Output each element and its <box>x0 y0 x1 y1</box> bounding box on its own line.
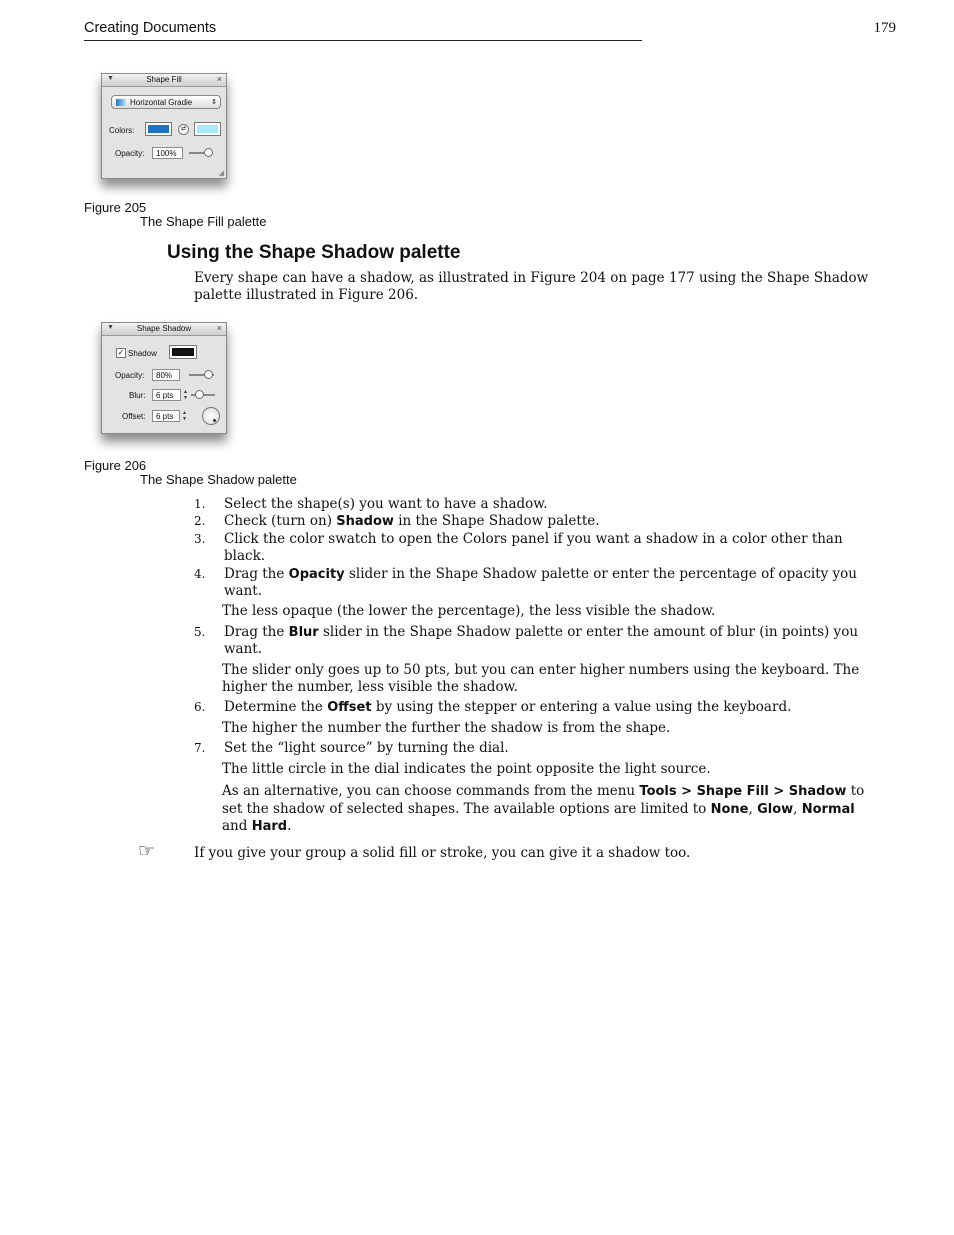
step-text-post: slider in the Shape Shadow palette or enter the amount of blur (in points) you want. <box>224 623 859 658</box>
opacity-field[interactable]: 80% <box>152 369 180 381</box>
collapse-triangle-icon[interactable]: ▼ <box>107 324 114 331</box>
step-1 <box>194 496 874 513</box>
figure-205-number: Figure 205 <box>84 200 147 215</box>
step-6-note: The higher the number the further the shadow is from the shape. <box>222 719 671 736</box>
palette-titlebar[interactable] <box>102 323 226 336</box>
step-7-note: The little circle in the dial indicates the point opposite the light source. <box>222 760 711 777</box>
dial-indicator-icon <box>213 419 216 422</box>
step-text-pre: Drag the <box>224 623 289 640</box>
palette-titlebar[interactable] <box>102 74 226 87</box>
blur-stepper[interactable]: ▲ ▼ <box>183 389 188 401</box>
option-hard: Hard <box>251 818 288 834</box>
step-number: 4. <box>194 566 206 581</box>
option-none: None <box>710 801 749 817</box>
figure-205-caption: The Shape Fill palette <box>140 214 267 229</box>
fill-type-dropdown[interactable] <box>111 95 221 109</box>
step-number: 3. <box>194 531 206 546</box>
collapse-triangle-icon[interactable]: ▼ <box>107 75 114 82</box>
header-rule <box>84 40 642 41</box>
alternative-note <box>194 783 874 835</box>
step-text: Select the shape(s) you want to have a shadow. <box>224 496 548 512</box>
opacity-label: Opacity: <box>115 149 145 158</box>
pointing-hand-icon: ☞ <box>138 840 156 862</box>
blur-label: Blur: <box>129 391 146 400</box>
step-7 <box>194 740 874 757</box>
step-text-pre: Check (turn on) <box>224 513 337 530</box>
running-title: Creating Documents <box>84 20 217 36</box>
steps-list <box>194 496 874 838</box>
step-5-note: The slider only goes up to 50 pts, but you can enter higher numbers using the keyboard. The higher the number, less visible the shadow. <box>222 661 860 696</box>
menu-path: Tools > Shape Fill > Shadow <box>639 784 847 800</box>
step-2 <box>194 513 874 530</box>
alternative-text: to set the shadow of selected shapes. The available options are limited to <box>222 783 865 817</box>
opacity-label: Opacity: <box>115 371 145 380</box>
step-text-post: by using the stepper or entering a value using the keyboard. <box>371 699 792 716</box>
step-4 <box>194 566 874 601</box>
colors-label: Colors: <box>109 126 135 135</box>
opacity-slider-knob[interactable] <box>204 370 213 379</box>
shadow-label: Shadow <box>128 349 157 358</box>
step-text-pre: Drag the <box>224 565 289 582</box>
shape-fill-palette <box>101 73 227 179</box>
step-number: 2. <box>194 514 206 529</box>
offset-label: Offset: <box>122 412 146 421</box>
shape-shadow-palette <box>101 322 227 434</box>
palette-title: Shape Fill <box>146 75 182 84</box>
step-text: Click the color swatch to open the Colors panel if you want a shadow in a color other than black. <box>224 530 843 565</box>
step-text-post: in the Shape Shadow palette. <box>393 513 600 530</box>
fill-type-value: Horizontal Gradie <box>130 98 193 107</box>
offset-stepper[interactable]: ▲ ▼ <box>182 410 187 422</box>
close-icon[interactable]: × <box>216 74 222 84</box>
step-number: 7. <box>194 741 206 756</box>
separator: , <box>748 800 758 817</box>
swap-colors-icon[interactable]: ⇄ <box>178 124 189 135</box>
blur-field[interactable]: 6 pts <box>152 389 181 401</box>
step-text-pre: Determine the <box>224 699 328 716</box>
start-color-swatch[interactable] <box>145 122 172 136</box>
page-number: 179 <box>873 20 896 36</box>
ui-term-shadow: Shadow <box>336 514 394 530</box>
close-icon[interactable]: × <box>216 323 222 333</box>
option-normal: Normal <box>801 801 855 817</box>
figure-206-caption: The Shape Shadow palette <box>140 472 297 487</box>
step-number: 5. <box>194 624 206 639</box>
alternative-text: As an alternative, you can choose commands from the menu <box>222 783 640 800</box>
step-number: 6. <box>194 700 206 715</box>
separator: , <box>793 800 802 817</box>
step-4-note: The less opaque (the lower the percentage), the less visible the shadow. <box>222 603 716 620</box>
intro-line-2: palette illustrated in Figure 206. <box>194 287 419 303</box>
step-text: Set the “light source” by turning the dial. <box>224 740 509 757</box>
figure-206-number: Figure 206 <box>84 458 147 473</box>
step-6 <box>194 699 874 716</box>
tip-text: If you give your group a solid fill or stroke, you can give it a shadow too. <box>194 845 691 861</box>
separator: and <box>222 817 252 834</box>
separator: . <box>287 817 292 834</box>
start-color-fill <box>148 125 169 133</box>
ui-term-opacity: Opacity <box>288 566 345 582</box>
section-heading: Using the Shape Shadow palette <box>167 242 461 263</box>
offset-field[interactable]: 6 pts <box>152 410 180 422</box>
ui-term-offset: Offset <box>327 700 372 716</box>
page-header <box>84 20 896 42</box>
opacity-field[interactable]: 100% <box>152 147 183 159</box>
shadow-checkbox[interactable]: ✓ <box>117 348 125 357</box>
shadow-color-fill <box>172 348 194 356</box>
step-number: 1. <box>194 497 206 511</box>
step-text-post: slider in the Shape Shadow palette or enter the percentage of opacity you want. <box>224 565 857 600</box>
updown-arrows-icon: ⇕ <box>211 99 217 106</box>
gradient-icon <box>116 99 126 106</box>
end-color-swatch[interactable] <box>194 122 221 136</box>
intro-paragraph <box>194 270 884 304</box>
resize-grip-icon[interactable]: ◢ <box>218 170 224 177</box>
light-source-dial[interactable] <box>202 407 220 425</box>
opacity-slider-knob[interactable] <box>204 148 213 157</box>
step-5 <box>194 624 874 659</box>
palette-title: Shape Shadow <box>136 324 192 333</box>
option-glow: Glow <box>757 801 794 817</box>
shadow-color-swatch[interactable] <box>169 345 197 359</box>
end-color-fill <box>197 125 218 133</box>
step-3 <box>194 531 874 566</box>
blur-slider-knob[interactable] <box>195 390 204 399</box>
intro-line-1: Every shape can have a shadow, as illustrated in Figure 204 on page 177 using the Shape Shadow <box>194 270 869 286</box>
ui-term-blur: Blur <box>288 624 319 640</box>
